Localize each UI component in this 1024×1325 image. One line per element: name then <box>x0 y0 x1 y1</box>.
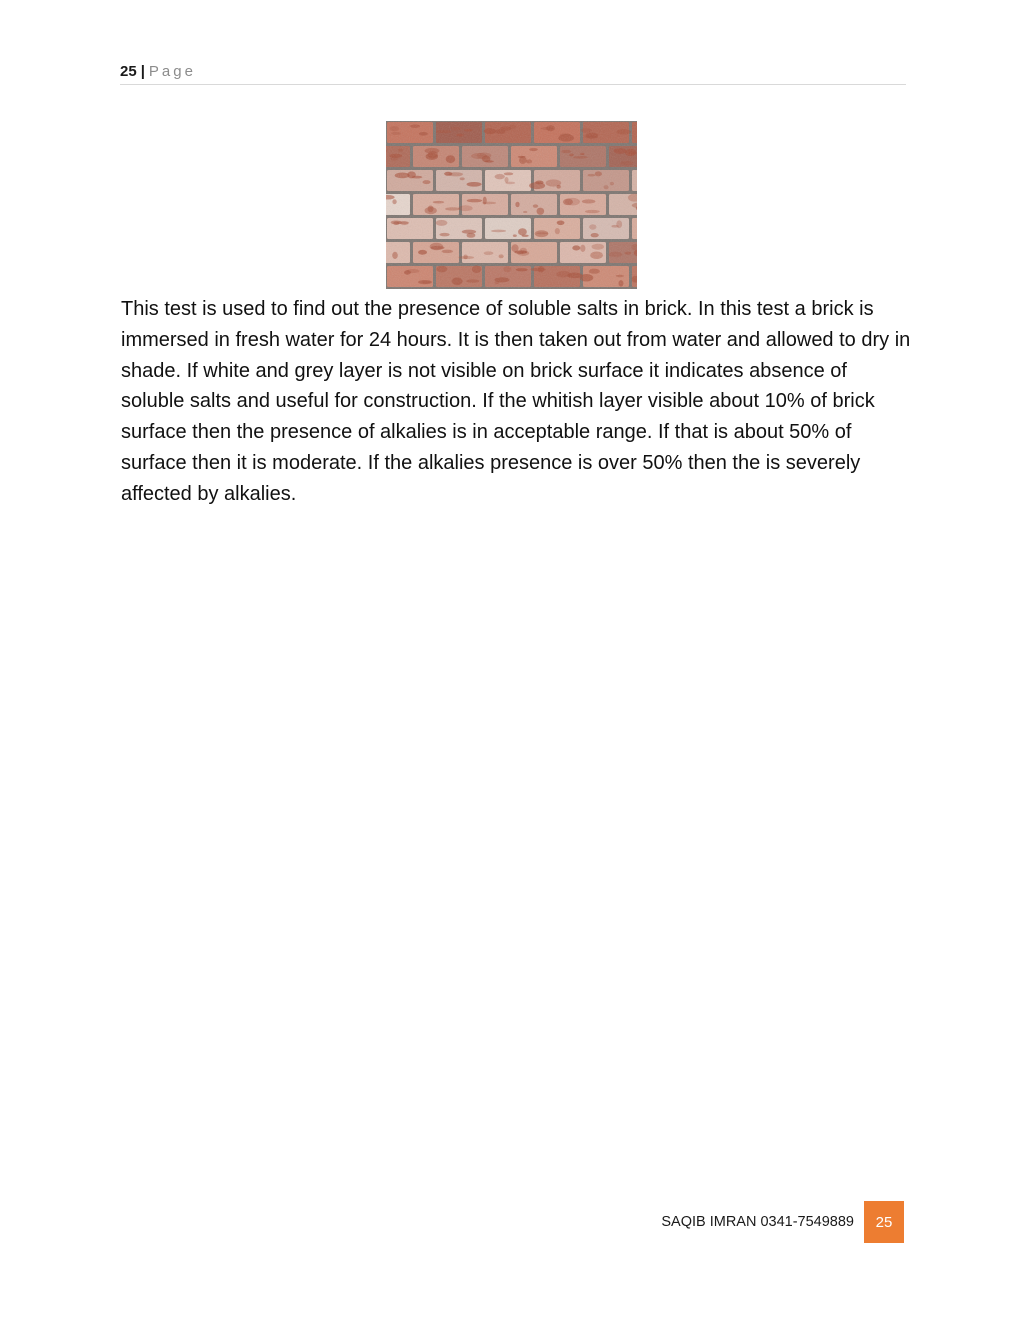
page-footer <box>661 1201 904 1243</box>
body-paragraph: This test is used to find out the presence of soluble salts in brick. In this test a brick is immersed in fresh water for 24 hours. It is then taken out from water and allowed to dry in shade. If white and grey layer is not visible on brick surface it indicates absence of soluble salts and useful for construction. If the whitish layer visible about 10% of brick surface then the presence of alkalies is in acceptable range. If that is about 50% of surface then it is moderate. If the alkalies presence is over 50% then the is severely affected by alkalies. <box>121 298 911 505</box>
page-header <box>120 62 906 85</box>
footer-author: SAQIB IMRAN 0341-7549889 <box>661 1214 854 1230</box>
header-separator: | <box>140 63 145 80</box>
footer-page-badge: 25 <box>864 1201 904 1243</box>
brick-wall-icon <box>386 121 637 289</box>
brick-efflorescence-image <box>386 121 637 289</box>
header-page-number: 25 <box>120 63 137 80</box>
header-page-word: Page <box>148 63 196 80</box>
